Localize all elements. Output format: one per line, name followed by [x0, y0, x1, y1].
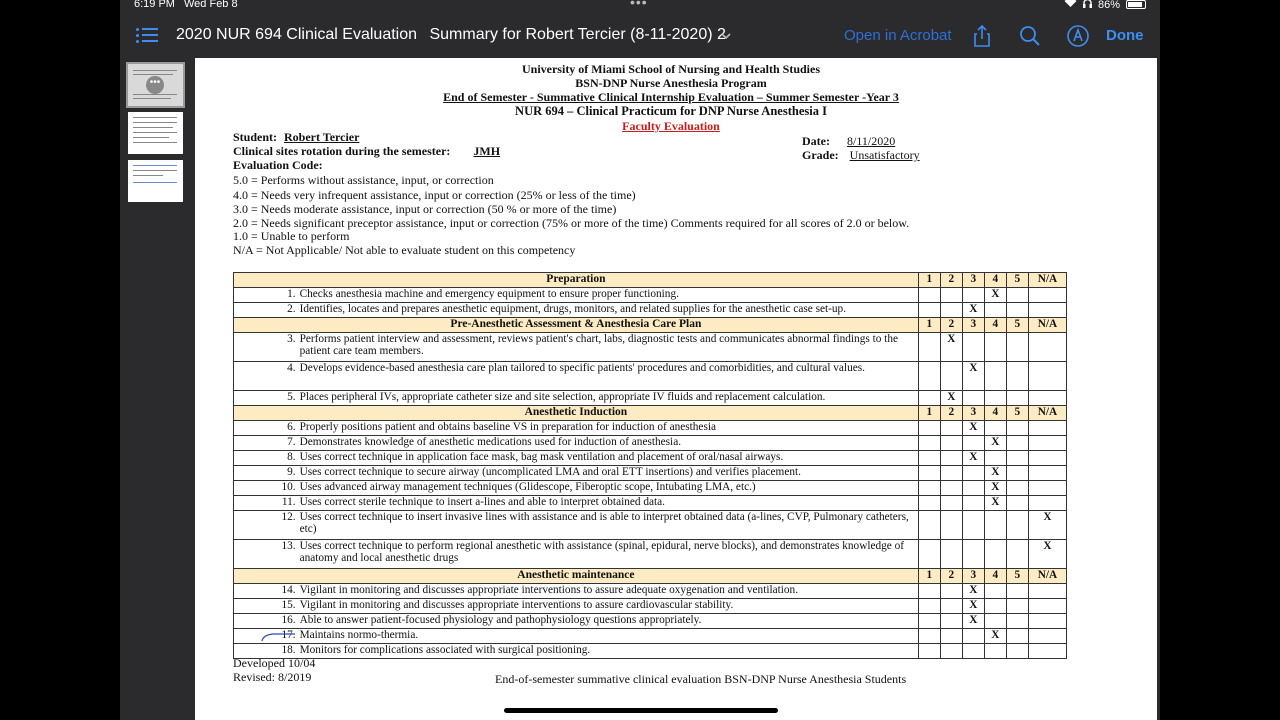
score-cell	[918, 599, 940, 614]
right-letterbox	[1160, 0, 1280, 720]
score-cell	[962, 644, 984, 659]
score-cell	[984, 333, 1006, 362]
chevron-down-icon[interactable]	[720, 29, 732, 41]
table-row	[234, 540, 1067, 569]
score-cell	[1028, 391, 1066, 406]
score-cell	[1006, 540, 1028, 569]
score-cell	[1028, 644, 1066, 659]
done-button[interactable]: Done	[1106, 27, 1144, 44]
score-column-header: N/A	[1028, 318, 1066, 333]
score-cell	[962, 511, 984, 540]
section-header-row	[234, 406, 1067, 421]
score-cell	[940, 629, 962, 644]
score-cell	[984, 391, 1006, 406]
item-number: 7.	[234, 436, 298, 451]
item-number: 6.	[234, 421, 298, 436]
score-cell	[1006, 584, 1028, 599]
score-cell	[918, 391, 940, 406]
table-row	[234, 421, 1067, 436]
sites-field	[233, 144, 623, 159]
table-row	[234, 496, 1067, 511]
item-number: 2.	[234, 303, 298, 318]
score-cell	[1028, 466, 1066, 481]
score-cell: X	[984, 481, 1006, 496]
score-cell	[918, 421, 940, 436]
score-cell	[962, 436, 984, 451]
score-cell	[984, 599, 1006, 614]
table-row	[234, 391, 1067, 406]
document-title[interactable]	[176, 26, 726, 44]
student-label: Student:	[233, 130, 278, 144]
score-cell	[918, 584, 940, 599]
evaluation-code-label: Evaluation Code:	[233, 158, 323, 172]
table-row	[234, 288, 1067, 303]
table-row	[234, 584, 1067, 599]
score-column-header: 3	[962, 318, 984, 333]
date-value: 8/11/2020	[846, 134, 896, 148]
item-number: 1.	[234, 288, 298, 303]
item-description: Uses correct sterile technique to insert a-lines and able to interpret obtained data.	[298, 496, 919, 511]
score-cell: X	[1028, 540, 1066, 569]
score-cell	[984, 614, 1006, 629]
score-cell	[940, 644, 962, 659]
grade-label: Grade:	[802, 148, 839, 162]
score-cell	[1006, 288, 1028, 303]
score-cell	[1028, 451, 1066, 466]
markup-icon[interactable]	[1066, 24, 1090, 48]
score-cell	[1028, 629, 1066, 644]
score-cell	[962, 629, 984, 644]
score-column-header: 1	[918, 406, 940, 421]
score-cell	[1028, 496, 1066, 511]
score-cell: X	[962, 451, 984, 466]
score-cell	[940, 436, 962, 451]
score-column-header: 1	[918, 569, 940, 584]
search-icon[interactable]	[1018, 24, 1042, 48]
thumbnail-list-icon[interactable]	[136, 26, 158, 44]
score-cell	[962, 333, 984, 362]
item-description: Checks anesthesia machine and emergency equipment to ensure proper functioning.	[298, 288, 919, 303]
score-column-header: 5	[1006, 406, 1028, 421]
score-cell: X	[962, 614, 984, 629]
code-1: 1.0 = Unable to perform	[233, 229, 350, 243]
table-row	[234, 599, 1067, 614]
score-cell	[1006, 436, 1028, 451]
score-cell: X	[1028, 511, 1066, 540]
score-cell	[918, 333, 940, 362]
item-description: Uses correct technique to insert invasive lines with assistance and is able to interpret obtained data (a-lines, CVP, Pulmonary catheters, etc)	[298, 511, 919, 540]
score-cell	[940, 540, 962, 569]
score-column-header: 5	[1006, 569, 1028, 584]
score-cell	[984, 303, 1006, 318]
score-cell	[940, 451, 962, 466]
table-row	[234, 466, 1067, 481]
score-cell	[1006, 511, 1028, 540]
score-cell	[1006, 644, 1028, 659]
score-cell	[1006, 599, 1028, 614]
score-cell	[984, 584, 1006, 599]
item-description: Properly positions patient and obtains baseline VS in preparation for induction of anesthesia	[298, 421, 919, 436]
score-cell	[918, 451, 940, 466]
code-2: 2.0 = Needs significant preceptor assistance, input or correction (75% or more of the time) Comments required for all scores of 2.0 or below.	[233, 216, 910, 230]
item-description: Performs patient interview and assessment, reviews patient's chart, labs, diagnostic tests and communicates abnormal findings to the patient care team members.	[298, 333, 919, 362]
score-cell	[1006, 466, 1028, 481]
score-column-header: 2	[940, 569, 962, 584]
score-cell	[940, 481, 962, 496]
battery-icon	[1126, 0, 1146, 9]
score-cell	[984, 511, 1006, 540]
item-description: Uses correct technique to secure airway (uncomplicated LMA and oral ETT insertions) and verifies placement.	[298, 466, 919, 481]
share-icon[interactable]	[970, 24, 994, 48]
table-row	[234, 629, 1067, 644]
score-cell	[918, 511, 940, 540]
ipad-screen	[120, 0, 1160, 720]
item-number: 18.	[234, 644, 298, 659]
status-bar	[120, 0, 1160, 12]
score-cell	[1006, 629, 1028, 644]
open-in-acrobat-button[interactable]: Open in Acrobat	[844, 27, 952, 44]
score-cell: X	[962, 303, 984, 318]
score-cell: X	[940, 333, 962, 362]
section-title: Preparation	[234, 273, 919, 288]
score-cell	[940, 466, 962, 481]
score-column-header: N/A	[1028, 273, 1066, 288]
table-row	[234, 481, 1067, 496]
item-description: Demonstrates knowledge of anesthetic medications used for induction of anesthesia.	[298, 436, 919, 451]
score-cell	[918, 614, 940, 629]
item-number: 3.	[234, 333, 298, 362]
student-field	[233, 130, 359, 145]
left-letterbox	[0, 0, 120, 720]
score-cell: X	[984, 629, 1006, 644]
university-header: University of Miami School of Nursing and Health Studies	[521, 62, 821, 76]
section-header-row	[234, 318, 1067, 333]
toolbar	[120, 14, 1160, 58]
score-cell	[940, 496, 962, 511]
date-field	[802, 134, 895, 149]
score-cell	[940, 599, 962, 614]
page-thumbnails	[128, 64, 184, 208]
score-cell	[1028, 288, 1066, 303]
score-cell	[1028, 303, 1066, 318]
page-thumbnail-1[interactable]	[128, 64, 183, 106]
item-number: 12.	[234, 511, 298, 540]
item-description: Vigilant in monitoring and discusses appropriate interventions to assure adequate oxygenation and ventilation.	[298, 584, 919, 599]
pen-annotation	[259, 631, 299, 645]
item-number: 16.	[234, 614, 298, 629]
grade-value: Unsatisfactory	[849, 148, 920, 162]
score-cell	[1028, 436, 1066, 451]
program-header: BSN-DNP Nurse Anesthesia Program	[575, 76, 767, 90]
score-cell	[918, 496, 940, 511]
score-cell: X	[984, 288, 1006, 303]
score-column-header: N/A	[1028, 406, 1066, 421]
score-cell	[940, 362, 962, 391]
course-header: NUR 694 – Clinical Practicum for DNP Nurse Anesthesia I	[515, 104, 827, 118]
score-cell	[1028, 421, 1066, 436]
score-cell	[1006, 333, 1028, 362]
headphones-icon	[1083, 0, 1092, 11]
score-column-header: 2	[940, 406, 962, 421]
score-cell	[1028, 481, 1066, 496]
score-column-header: 1	[918, 273, 940, 288]
score-column-header: 3	[962, 406, 984, 421]
item-number: 4.	[234, 362, 298, 391]
sites-value: JMH	[473, 144, 501, 158]
score-cell	[962, 540, 984, 569]
score-cell	[918, 629, 940, 644]
score-cell	[918, 466, 940, 481]
score-cell	[984, 540, 1006, 569]
score-cell	[984, 451, 1006, 466]
score-cell	[1028, 599, 1066, 614]
score-cell	[962, 496, 984, 511]
item-number: 14.	[234, 584, 298, 599]
developed-date: Developed 10/04	[233, 656, 316, 670]
score-cell	[940, 511, 962, 540]
table-row	[234, 614, 1067, 629]
grade-field	[802, 148, 920, 163]
item-number: 15.	[234, 599, 298, 614]
score-cell	[984, 362, 1006, 391]
wifi-icon	[1064, 0, 1077, 11]
item-description: Uses correct technique to perform regional anesthetic with assistance (spinal, epidural, nerve blocks), and demonstrates knowledge of anatomy and local anesthetic drugs	[298, 540, 919, 569]
score-column-header: 5	[1006, 318, 1028, 333]
item-number: 8.	[234, 451, 298, 466]
item-description: Uses advanced airway management techniques (Glidescope, Fiberoptic scope, Intubating LMA, etc.)	[298, 481, 919, 496]
score-cell	[1028, 362, 1066, 391]
revision-notes	[233, 656, 315, 684]
score-cell	[962, 391, 984, 406]
score-cell	[962, 466, 984, 481]
score-column-header: 4	[984, 318, 1006, 333]
score-cell	[962, 481, 984, 496]
section-title: Anesthetic Induction	[234, 406, 919, 421]
score-cell	[940, 288, 962, 303]
code-na: N/A = Not Applicable/ Not able to evaluate student on this competency	[233, 243, 576, 257]
score-cell	[918, 288, 940, 303]
score-column-header: 4	[984, 406, 1006, 421]
score-cell	[962, 288, 984, 303]
item-description: Able to answer patient-focused physiology and pathophysiology questions appropriately.	[298, 614, 919, 629]
score-cell	[1006, 421, 1028, 436]
item-description: Maintains normo-thermia.	[298, 629, 919, 644]
score-cell	[918, 540, 940, 569]
item-number: 17.	[234, 629, 298, 644]
score-column-header: 2	[940, 273, 962, 288]
page-thumbnail-2[interactable]	[128, 112, 183, 154]
table-row	[234, 362, 1067, 391]
table-row	[234, 451, 1067, 466]
item-number: 11.	[234, 496, 298, 511]
score-cell: X	[962, 599, 984, 614]
score-cell	[940, 584, 962, 599]
evaluation-table	[233, 272, 1067, 659]
section-header-row	[234, 273, 1067, 288]
score-cell	[1006, 303, 1028, 318]
item-description: Vigilant in monitoring and discusses appropriate interventions to assure cardiovascular stability.	[298, 599, 919, 614]
item-description: Uses correct technique in application face mask, bag mask ventilation and placement of oral/nasal airways.	[298, 451, 919, 466]
score-column-header: 5	[1006, 273, 1028, 288]
score-cell	[918, 481, 940, 496]
code-3: 3.0 = Needs moderate assistance, input or correction (50 % or more of the time)	[233, 202, 617, 216]
score-cell	[1028, 584, 1066, 599]
score-cell	[1006, 614, 1028, 629]
score-cell: X	[984, 496, 1006, 511]
document-title-sub: Summary for Robert Tercier (8-11-2020) 2	[429, 26, 726, 43]
faculty-evaluation-header: Faculty Evaluation	[622, 119, 720, 133]
section-title: Pre-Anesthetic Assessment & Anesthesia Care Plan	[234, 318, 919, 333]
multitask-dots-icon[interactable]: •••	[630, 0, 648, 10]
revised-date: Revised: 8/2019	[233, 670, 312, 684]
score-cell: X	[940, 391, 962, 406]
score-cell	[1006, 391, 1028, 406]
document-title-main: 2020 NUR 694 Clinical Evaluation	[176, 26, 418, 43]
table-row	[234, 436, 1067, 451]
score-column-header: 3	[962, 569, 984, 584]
score-cell	[1006, 362, 1028, 391]
score-cell: X	[984, 466, 1006, 481]
score-cell: X	[962, 421, 984, 436]
code-5: 5.0 = Performs without assistance, input, or correction	[233, 173, 494, 187]
home-indicator[interactable]	[504, 708, 778, 713]
pdf-page	[195, 58, 1157, 720]
score-cell	[1006, 451, 1028, 466]
status-date: Wed Feb 8	[184, 0, 238, 10]
evaluation-header: End of Semester - Summative Clinical Internship Evaluation – Summer Semester -Year 3	[443, 90, 899, 104]
table-row	[234, 303, 1067, 318]
date-label: Date:	[802, 134, 830, 148]
section-header-row	[234, 569, 1067, 584]
score-column-header: 2	[940, 318, 962, 333]
score-cell	[918, 303, 940, 318]
table-row	[234, 644, 1067, 659]
section-title: Anesthetic maintenance	[234, 569, 919, 584]
score-cell: X	[984, 436, 1006, 451]
score-cell	[918, 362, 940, 391]
item-description: Develops evidence-based anesthesia care plan tailored to specific patients' procedures and comorbidities, and cultural values.	[298, 362, 919, 391]
status-time: 6:19 PM	[134, 0, 175, 10]
score-cell	[1006, 481, 1028, 496]
score-cell	[940, 421, 962, 436]
item-description: Identifies, locates and prepares anesthetic equipment, drugs, monitors, and related supplies for the anesthetic case set-up.	[298, 303, 919, 318]
score-cell	[1006, 496, 1028, 511]
score-column-header: 4	[984, 273, 1006, 288]
score-cell	[940, 614, 962, 629]
item-description: Monitors for complications associated with surgical positioning.	[298, 644, 919, 659]
score-cell	[1028, 614, 1066, 629]
item-number: 9.	[234, 466, 298, 481]
score-cell	[1028, 333, 1066, 362]
item-number: 10.	[234, 481, 298, 496]
score-column-header: 1	[918, 318, 940, 333]
sites-label: Clinical sites rotation during the semester:	[233, 144, 451, 158]
score-cell	[984, 644, 1006, 659]
score-cell: X	[962, 584, 984, 599]
item-number: 13.	[234, 540, 298, 569]
score-cell: X	[962, 362, 984, 391]
score-cell	[984, 421, 1006, 436]
page-footer: End-of-semester summative clinical evaluation BSN-DNP Nurse Anesthesia Students	[495, 672, 907, 686]
score-column-header: 4	[984, 569, 1006, 584]
score-cell	[918, 436, 940, 451]
score-cell	[940, 303, 962, 318]
score-column-header: 3	[962, 273, 984, 288]
score-cell	[918, 644, 940, 659]
page-thumbnail-3[interactable]	[128, 160, 183, 202]
battery-percent: 86%	[1097, 0, 1120, 11]
more-options-icon[interactable]: •••	[146, 76, 164, 94]
table-row	[234, 511, 1067, 540]
score-column-header: N/A	[1028, 569, 1066, 584]
student-name: Robert Tercier	[284, 130, 360, 144]
code-4: 4.0 = Needs very infrequent assistance, input or correction (25% or less of the time)	[233, 188, 636, 202]
table-row	[234, 333, 1067, 362]
item-description: Places peripheral IVs, appropriate catheter size and site selection, appropriate IV fluids and replacement calculation.	[298, 391, 919, 406]
item-number: 5.	[234, 391, 298, 406]
